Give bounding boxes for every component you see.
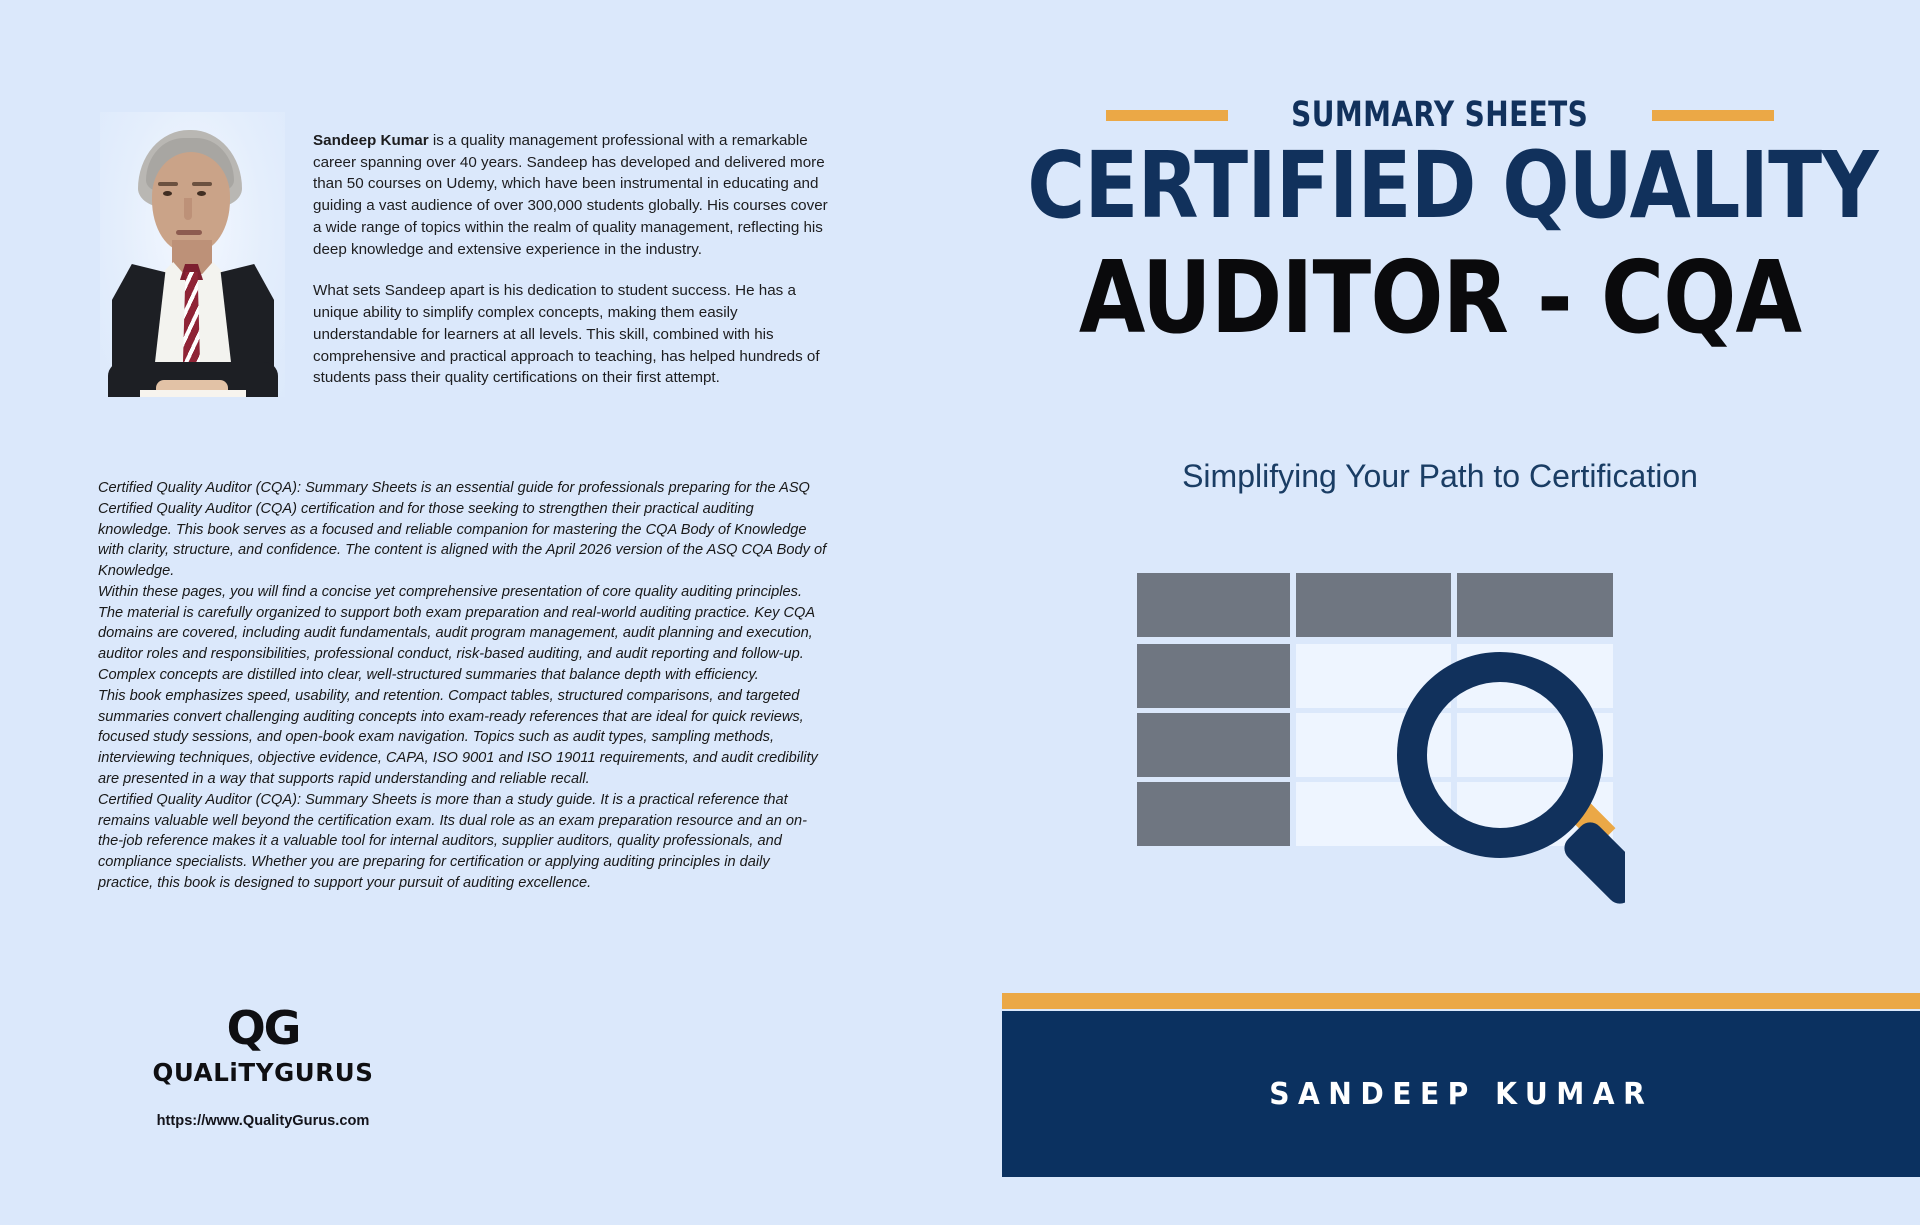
eyebrow-label: SUMMARY SHEETS [1291, 95, 1589, 135]
description-paragraph-1: Certified Quality Auditor (CQA): Summary Sheets is an essential guide for professionals preparing for the ASQ Certified Quality Auditor (CQA) certification and for those seeking to strengthen their practical auditing knowledge. This book serves as a focused and reliable companion for mastering the CQA Body of Knowledge with clarity, structure, and confidence. The content is aligned with the April 2026 version of the ASQ CQA Body of Knowledge. [98, 480, 827, 580]
table-header-cell-2 [1296, 573, 1451, 637]
cover-title-line-1: CERTIFIED QUALITY [1027, 132, 1878, 239]
description-paragraph-3: This book emphasizes speed, usability, and retention. Compact tables, structured comparisons, and targeted summaries convert challenging auditing concepts into exam-ready references that are ideal for quick reviews, focused study sessions, and open-book exam navigation. Topics such as audit types, sampling methods, interviewing techniques, objective evidence, CAPA, ISO 9001 and ISO 19011 requirements, and audit credibility are presented in a way that supports rapid understanding and reliable recall. [98, 687, 818, 787]
bio-paragraph-1-rest: is a quality management professional with a remarkable career spanning over 40 years. Sandeep has developed and delivered more than 50 courses on Udemy, which have been instrumental in educating and guiding a vast audience of over 300,000 students globally. His courses cover a wide range of topics within the realm of quality management, reflecting his deep knowledge and extensive experience in the industry. [313, 132, 828, 258]
bio-paragraph-1 [313, 130, 833, 260]
portrait-brow-left [158, 182, 178, 186]
portrait-eye-left [163, 191, 172, 196]
table-row-1-label [1137, 644, 1290, 708]
eyebrow-rule-right [1652, 110, 1774, 121]
description-paragraph-2: Within these pages, you will find a concise yet comprehensive presentation of core quality auditing principles. The material is carefully organized to support both exam preparation and real-world auditing practice. Key CQA domains are covered, including audit fundamentals, audit program management, audit planning and execution, auditor roles and responsibilities, professional conduct, risk-based auditing, and audit reporting and follow-up. Complex concepts are distilled into clear, well-structured summaries that balance depth with efficiency. [98, 583, 815, 684]
portrait-mouth [176, 230, 202, 235]
website-url[interactable]: https://www.QualityGurus.com [156, 1113, 370, 1129]
publisher-logo-block [98, 1001, 428, 1129]
table-row-3-label [1137, 782, 1290, 846]
table-magnifier-svg [1135, 570, 1625, 970]
footer-author-band [1002, 1011, 1920, 1177]
cover-title-line-2: AUDITOR - CQA [1078, 239, 1802, 356]
description-paragraph-4: Certified Quality Auditor (CQA): Summary Sheets is more than a study guide. It is a practical reference that remains valuable well beyond the certification exam. Its dual role as an exam preparation resource and an on-the-job reference makes it a valuable tool for internal auditors, supplier auditors, quality professionals, and compliance specialists. Whether you are preparing for certification or applying auditing principles in daily practice, this book is designed to support your pursuit of auditing excellence. [98, 791, 808, 891]
portrait-nose [184, 198, 192, 220]
table-row-2-label [1137, 713, 1290, 777]
eyebrow-rule-left [1106, 110, 1228, 121]
bio-paragraph-2: What sets Sandeep apart is his dedication to student success. He has a unique ability to simplify complex concepts, making them easily understandable for learners at all levels. This skill, combined with his comprehensive and practical approach to teaching, has helped hundreds of students pass their quality certifications on their first attempt. [313, 282, 820, 387]
qualitygurus-wordmark: QUALiTYGURUS [152, 1058, 374, 1087]
cover-subtitle: Simplifying Your Path to Certification [1182, 458, 1698, 494]
portrait-paper [140, 390, 246, 397]
portrait-eye-right [197, 191, 206, 196]
footer-accent-bar [1002, 993, 1920, 1009]
cover-author-name: SANDEEP KUMAR [1268, 1076, 1653, 1112]
author-bio-block [100, 112, 840, 397]
book-description-block [98, 478, 828, 894]
qg-monogram-logo: QG [226, 1001, 300, 1055]
table-header-cell-3 [1457, 573, 1613, 637]
portrait-brow-right [192, 182, 212, 186]
author-bio-text [313, 112, 833, 397]
author-portrait-photo [100, 112, 285, 397]
author-name-bold: Sandeep Kumar [313, 132, 429, 149]
table-with-magnifier-illustration [1135, 570, 1625, 970]
table-header-cell-1 [1137, 573, 1290, 637]
series-eyebrow [960, 95, 1920, 135]
